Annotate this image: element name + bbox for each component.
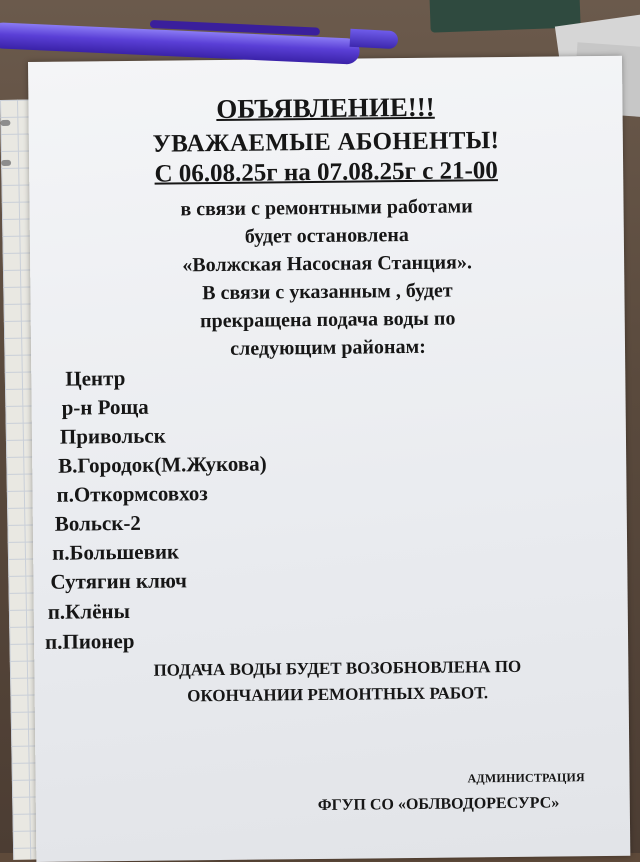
district-item: р-н Роща xyxy=(61,394,149,420)
footer-line: ПОДАЧА ВОДЫ БУДЕТ ВОЗОБНОВЛЕНА ПО xyxy=(153,656,522,680)
district-item: Привольск xyxy=(59,423,166,449)
footer-line: ОКОНЧАНИИ РЕМОНТНЫХ РАБОТ. xyxy=(187,683,489,706)
district-item: п.Клёны xyxy=(47,598,131,624)
notebook-ring xyxy=(1,160,11,166)
district-item: Центр xyxy=(65,365,126,391)
notebook-ring xyxy=(0,120,10,126)
signoff-organization: ФГУП СО «ОБЛВОДОРЕСУРС» xyxy=(317,794,560,815)
district-item: п.Пионер xyxy=(44,628,135,654)
district-item: В.Городок(М.Жукова) xyxy=(58,451,267,478)
body-line: будет остановлена xyxy=(244,224,409,248)
pen-cap xyxy=(350,29,399,49)
body-line: в связи с ремонтными работами xyxy=(180,195,473,221)
body-line: В связи с указанным , будет xyxy=(202,279,453,305)
district-item: п.Откормсовхоз xyxy=(56,481,208,507)
notice-title: ОБЪЯВЛЕНИЕ!!! xyxy=(216,91,435,125)
notice-sheet xyxy=(28,56,630,862)
body-line: следующим районам: xyxy=(230,335,426,360)
district-item: Сутягин ключ xyxy=(50,568,188,594)
district-item: п.Большевик xyxy=(52,539,180,565)
body-line: прекращена подача воды по xyxy=(199,307,456,333)
signoff-department: АДМИНИСТРАЦИЯ xyxy=(467,770,585,786)
notice-subtitle: УВАЖАЕМЫЕ АБОНЕНТЫ! xyxy=(152,127,500,158)
district-item: Вольск-2 xyxy=(54,510,141,536)
outage-dates: С 06.08.25г на 07.08.25г с 21-00 xyxy=(154,157,498,188)
body-line: «Волжская Насосная Станция». xyxy=(182,251,473,277)
